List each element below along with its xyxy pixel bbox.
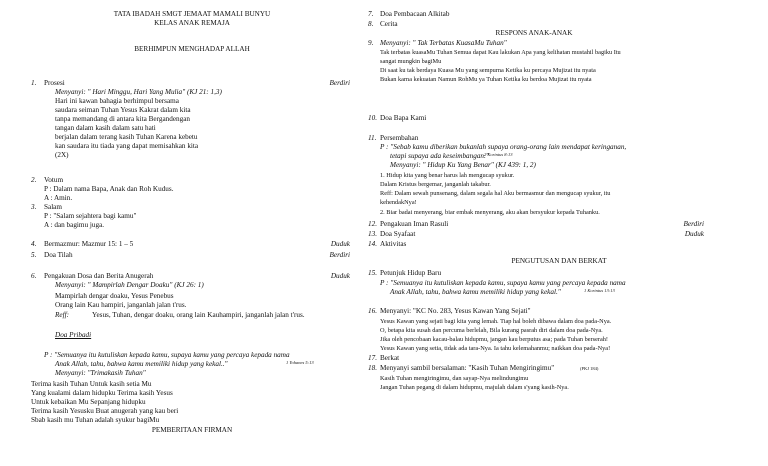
item-number: 15. [368, 269, 377, 277]
votum-pastor: P : Dalam nama Bapa, Anak dan Roh Kudus. [44, 185, 174, 193]
item-label-prosesi: Prosesi [44, 79, 65, 87]
section-heading-berhimpun: BERHIMPUN MENGHADAP ALLAH [134, 45, 250, 53]
pastor-quote-line1: P : "Semuanya itu kutuliskan kepada kamu, supaya kamu yang percaya kepada nama [380, 279, 626, 287]
reff-label: Reff: [55, 311, 69, 319]
lyric-line: Hari ini kawan bahagia berhimpul bersama [55, 97, 179, 105]
posture-label: Duduk [684, 230, 704, 238]
song-title: Menyanyi: "KC No. 283, Yesus Kawan Yang Sejati" [380, 307, 531, 315]
pastor-quote-line2: tetapi supaya ada keseimbangan." [390, 152, 489, 160]
item-number: 2. [31, 176, 37, 184]
posture-label: Duduk [330, 240, 350, 248]
item-number: 13. [368, 230, 377, 238]
lyric-line: saudara seiman Tuhan Yesus Kakrat dalam kita [55, 106, 191, 114]
item-number: 6. [31, 272, 37, 280]
item-label-berkat: Berkat [380, 354, 400, 362]
item-label-cerita: Cerita [380, 20, 398, 28]
item-label-persembahan: Persembahan [380, 134, 419, 142]
pastor-quote-line2: Anak Allah, tahu, bahwa kamu memiliki hidup yang kekal.." [55, 360, 228, 368]
lyric-line: tanpa memandang di antara kita Bergandengan [55, 115, 190, 123]
salam-response: A : dan bagimu juga. [44, 221, 105, 229]
lyric-line: Di saat ku tak berdaya Kuasa Mu yang sempurna Ketika ku percaya Mujizat itu nyata [380, 67, 596, 74]
song-title: Menyanyi: " Hari Minggu, Hari Yang Mulia" (KJ 21: 1,3) [55, 88, 222, 96]
item-label-salam: Salam [44, 203, 62, 211]
item-number: 17. [368, 354, 377, 362]
lyric-line: Yang kualami dalam hidupku Terima kasih Yesus [31, 389, 173, 397]
pastor-quote-line2: Anak Allah, tahu, bahwa kamu memiliki hidup yang kekal." [390, 288, 561, 296]
lyric-line: Bukan karna kekuatan Namun RohMu ya Tuhan Ketika ku berdoa Mujizat itu nyata [380, 76, 592, 83]
lyric-line: Mampirlah dengar doaku, Yesus Penebus [55, 292, 174, 300]
lyric-line: Dalam Kristus bergemar, janganlah takabur. [380, 181, 491, 188]
lyric-line: kan saudara itu tiada yang dapat memisahkan kita [55, 142, 199, 150]
lyric-line: Yesus Kawan yang sejati bagi kita yang lemah. Tiap hal boleh dibawa dalam doa pada-Nya. [380, 318, 612, 325]
item-label-votum: Votum [44, 176, 64, 184]
section-heading-pengutusan: PENGUTUSAN DAN BERKAT [511, 257, 607, 265]
lyric-line: O, betapa kita susah dan percuma berlelah, Bila kurang pasrah diri dalam doa pada-Nya. [380, 327, 603, 334]
item-label-aktivitas: Aktivitas [380, 240, 407, 248]
lyric-line: Terima kasih Tuhan Untuk kasih setia Mu [31, 380, 152, 388]
lyric-line: Jangan Tuhan pegang di dalam hidupmu, majulah dalam s'yang kasih-Nya. [380, 384, 569, 391]
lyric-line: Sbab kasih mu Tuhan adalah syukur bagiMu [31, 416, 160, 424]
item-number: 14. [368, 240, 377, 248]
item-number: 12. [368, 220, 377, 228]
song-title: Menyanyi: " Mampirlah Dengar Doaku" (KJ 26: 1) [55, 281, 204, 289]
item-number: 5. [31, 251, 37, 259]
item-label-pengakuan: Pengakuan Dosa dan Berita Anugerah [44, 272, 154, 280]
item-label-pengakuan-iman: Pengakuan Iman Rasuli [380, 220, 449, 228]
lyric-line: Jika oleh pencobaan kacau-balau hidupmu, jangan kau berputus asa; pada Tuhan berserah! [380, 336, 609, 343]
salam-pastor: P : "Salam sejahtera bagi kamu" [44, 212, 137, 220]
pastor-quote-line1: P : "Semuanya itu kutuliskan kepada kamu, supaya kamu yang percaya kepada nama [44, 351, 290, 359]
lyric-line: sangat mungkin bagiMu [380, 58, 442, 65]
lyric-line: Reff: Dalam sewah punsenang, dalam segala hal Aku bermasmur dan mengucap syukur, itu [380, 190, 611, 197]
lyric-line: berjalan dalam terang kasih Tuhan Karena kebetu [55, 133, 198, 141]
posture-label: Berdiri [329, 251, 350, 259]
song-title: Menyanyi sambil bersalaman: "Kasih Tuhan Mengiringimu" [380, 364, 555, 372]
item-label-bermazmur: Bermazmur: Mazmur 15: 1 – 5 [44, 240, 134, 248]
lyric-line: Yesus Kawan yang setia, tidak ada tara-Nya. Ia tahu kelemahanmu; naikkan doa pada-Nya! [380, 345, 611, 352]
item-number: 7. [368, 10, 374, 18]
song-reference: (PKJ 184) [580, 366, 599, 371]
lyric-line: Kasih Tuhan mengiringimu, dan sayap-Nya melindungimu [380, 375, 529, 382]
lyric-line: 2. Biar badai menyerang, biar embak menyerang, aku akan bersyukur kepada Tuhanku. [380, 209, 600, 216]
lyric-line: kehendakNya! [380, 199, 417, 206]
item-label-doa-syafaat: Doa Syafaat [380, 230, 416, 238]
song-title: Menyanyi: " Hidup Ku Yang Benar" (KJ 439: 1, 2) [390, 161, 536, 169]
lyric-line: Untuk kebaikan Mu Sepanjang hidupku [31, 398, 146, 406]
reff-text: Yesus, Tuhan, dengar doaku, orang lain Kauhampiri, janganlah jalan t'rus. [92, 311, 305, 319]
item-number: 8. [368, 20, 374, 28]
item-label-petunjuk: Petunjuk Hidup Baru [380, 269, 442, 277]
lyric-line: Terima kasih Yesusku Buat anugerah yang kau beri [31, 407, 179, 415]
lyric-line: (2X) [55, 151, 69, 159]
doa-pribadi-label: Doa Pribadi [55, 331, 92, 339]
lyric-line: tangan dalam kasih dalam satu hati [55, 124, 156, 132]
votum-response: A : Amin. [44, 194, 73, 202]
document-subtitle: KELAS ANAK REMAJA [154, 19, 230, 27]
item-number: 11. [368, 134, 377, 142]
posture-label: Berdiri [683, 220, 704, 228]
item-label-doa: Doa Tilah [44, 251, 73, 259]
bible-reference: 2 Korintus 8:13 [484, 152, 513, 157]
document-title: TATA IBADAH SMGT JEMAAT MAMALI BUNYU [113, 10, 271, 18]
item-number: 10. [368, 114, 377, 122]
item-number: 4. [31, 240, 37, 248]
section-heading-respons: RESPONS ANAK-ANAK [495, 29, 573, 37]
section-heading-pemberitaan: PEMBERITAAN FIRMAN [151, 426, 233, 434]
item-number: 18. [368, 364, 377, 372]
bible-reference: 1 Yohanes 5:13 [286, 360, 314, 365]
song-title: Menyanyi: " Tak Terbatas KuasaMu Tuhan" [380, 39, 507, 47]
item-number: 9. [368, 39, 374, 47]
pastor-quote-line1: P : "Sebab kamu diberikan bukanlah supaya orang-orang lain mendapat keringanan, [380, 143, 627, 151]
lyric-line: Orang lain Kau hampiri, janganlah jalan t'rus. [55, 301, 187, 309]
posture-label: Berdiri [329, 79, 350, 87]
item-number: 16. [368, 307, 377, 315]
bible-reference: 1 Korintus 13:13 [584, 288, 615, 293]
item-number: 1. [31, 79, 37, 87]
item-label-doa-alkitab: Doa Pembacaan Alkitab [380, 10, 450, 18]
lyric-line: Tak terbatas kuasaMu Tuhan Semua dapat Kau lakukan Apa yang kelihatan mustahil bagiku Itu [380, 49, 621, 56]
item-number: 3. [31, 203, 37, 211]
lyric-line: 1. Hidup kita yang benar harus lah mengucap syukur. [380, 172, 515, 179]
song-title: Menyanyi: "Trimakasih Tuhan" [55, 369, 146, 377]
posture-label: Duduk [330, 272, 350, 280]
item-label-doa-bapa-kami: Doa Bapa Kami [380, 114, 427, 122]
